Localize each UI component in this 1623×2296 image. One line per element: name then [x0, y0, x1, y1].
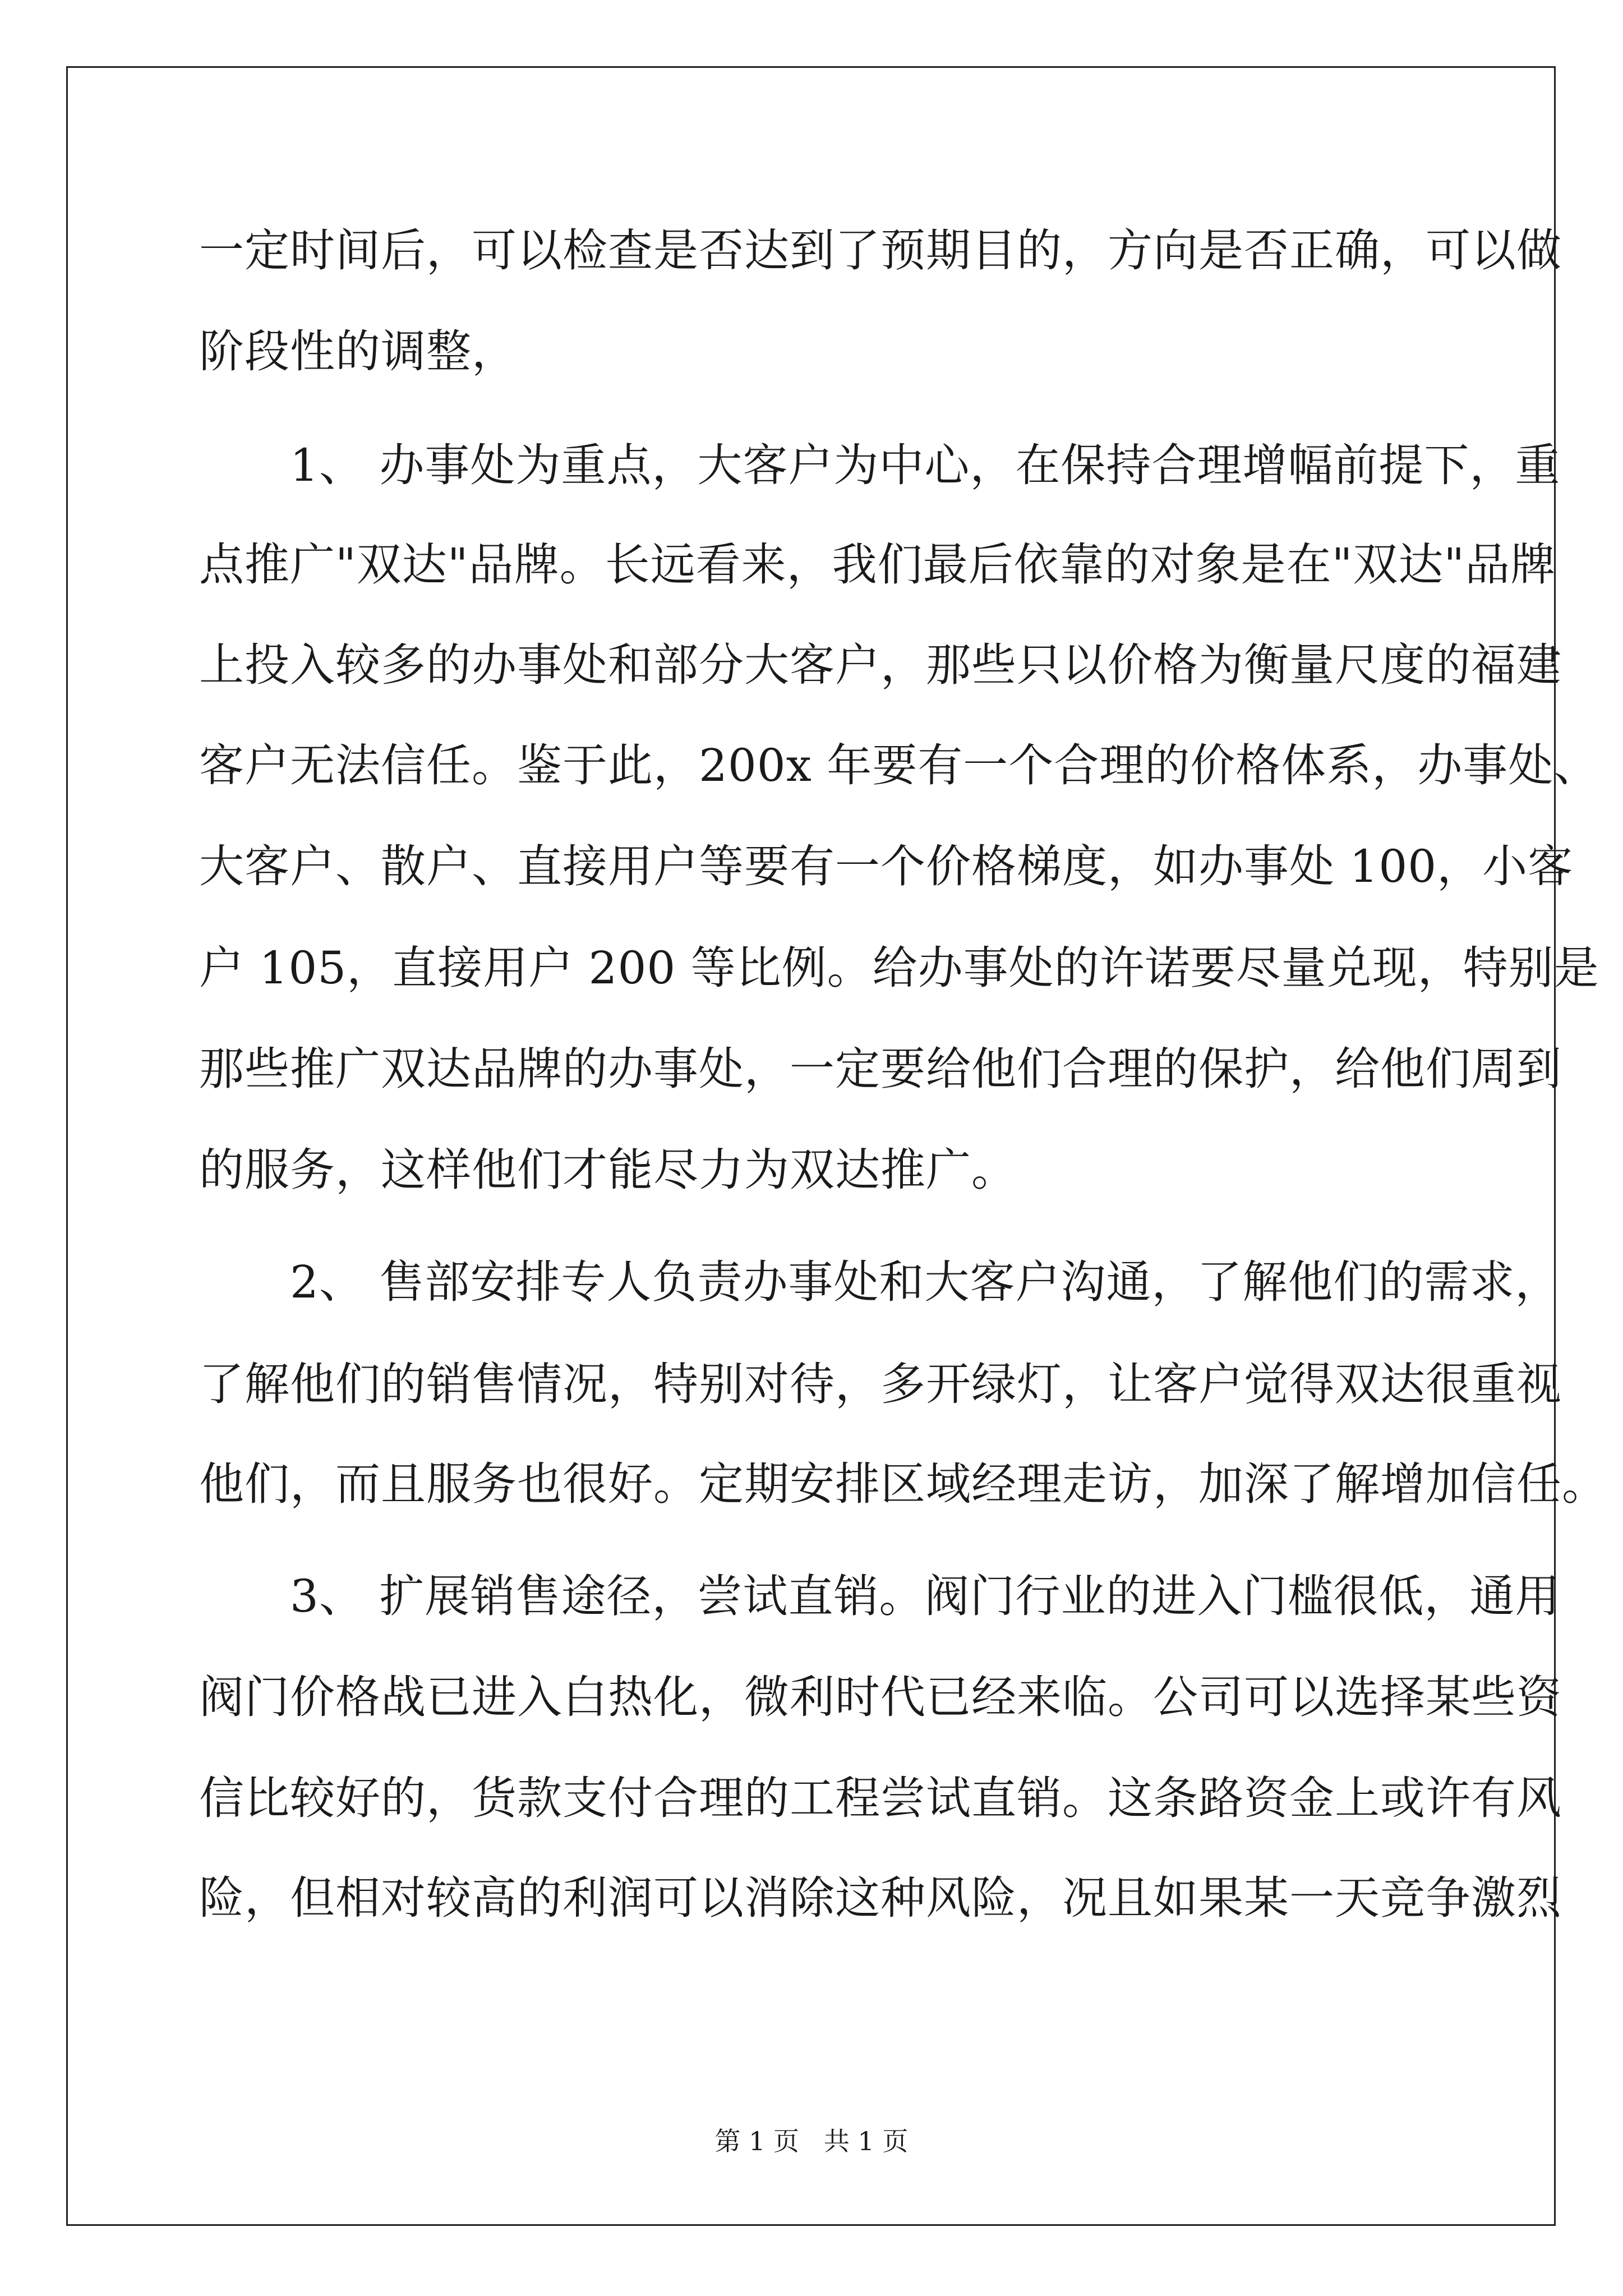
text-line: 信比较好的，货款支付合理的工程尝试直销。这条路资金上或许有风	[199, 1772, 1562, 1824]
text-line: 大客户、散户、直接用户等要有一个价格梯度，如办事处 100，小客	[199, 840, 1574, 892]
text-line: 阶段性的调整，	[199, 325, 517, 378]
text-line: 点推广"双达"品牌。长远看来，我们最后依靠的对象是在"双达"品牌	[199, 539, 1556, 591]
text-line: 那些推广双达品牌的办事处，一定要给他们合理的保护，给他们周到	[199, 1043, 1562, 1095]
text-line: 2、 售部安排专人负责办事处和大客户沟通，了解他们的需求，	[199, 1256, 1561, 1308]
text-line: 客户无法信任。鉴于此，200x 年要有一个合理的价格体系，办事处、	[199, 739, 1599, 792]
text-line: 了解他们的销售情况，特别对待，多开绿灯，让客户觉得双达很重视	[199, 1358, 1562, 1410]
text-line: 的服务，这样他们才能尽力为双达推广。	[199, 1144, 1017, 1196]
page-footer: 第 1 页 共 1 页	[714, 2126, 909, 2156]
text-line: 1、 办事处为重点，大客户为中心，在保持合理增幅前提下，重	[199, 439, 1561, 491]
text-line: 险，但相对较高的利润可以消除这种风险，况且如果某一天竞争激烈	[199, 1872, 1562, 1924]
text-line: 3、 扩展销售途径，尝试直销。阀门行业的进入门槛很低，通用	[199, 1570, 1561, 1622]
text-line: 上投入较多的办事处和部分大客户，那些只以价格为衡量尺度的福建	[199, 639, 1562, 691]
text-line: 他们，而且服务也很好。定期安排区域经理走访，加深了解增加信任。	[199, 1458, 1607, 1510]
text-line: 阀门价格战已进入白热化，微利时代已经来临。公司可以选择某些资	[199, 1671, 1562, 1723]
text-line: 户 105，直接用户 200 等比例。给办事处的许诺要尽量兑现，特别是	[199, 942, 1599, 994]
text-line: 一定时间后，可以检查是否达到了预期目的，方向是否正确，可以做	[199, 224, 1562, 277]
